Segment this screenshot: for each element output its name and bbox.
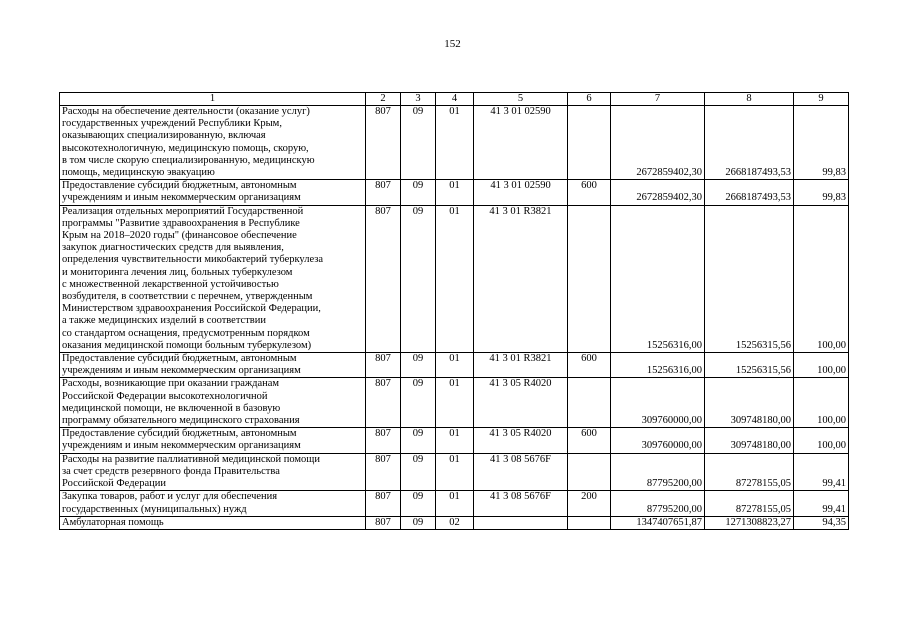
expense-name: Расходы, возникающие при оказании гражданам Российской Федерации высокотехнологичной медицинской помощи, не включенной в базовую программу обязательного медицинского страхования [60,378,366,428]
table-header-row [60,93,849,106]
planned-amount: 309760000,00 [611,428,705,453]
execution-percent: 100,00 [794,428,849,453]
section-code: 09 [401,205,436,352]
table-row [60,180,849,205]
execution-percent: 100,00 [794,353,849,378]
target-article-code: 41 3 05 R4020 [474,428,568,453]
section-code: 09 [401,353,436,378]
executed-amount: 309748180,00 [705,428,794,453]
expense-name: Амбулаторная помощь [60,516,366,529]
subsection-code: 01 [436,353,474,378]
execution-percent: 94,35 [794,516,849,529]
subsection-code: 01 [436,378,474,428]
execution-percent: 99,83 [794,180,849,205]
table-row [60,516,849,529]
subsection-code: 01 [436,491,474,516]
expense-name: Расходы на обеспечение деятельности (оказание услуг) государственных учреждений Республики Крым, оказывающих специализированную, включая высокотехнологичную, медицинскую помощь, скорую, в том числе скорую специализированную, медицинскую помощь, медицинскую эвакуацию [60,106,366,180]
target-article-code: 41 3 01 R3821 [474,353,568,378]
expense-name: Предоставление субсидий бюджетным, автономным учреждениям и иным некоммерческим организациям [60,180,366,205]
column-header: 4 [436,93,474,106]
executed-amount: 87278155,05 [705,453,794,491]
execution-percent: 99,83 [794,106,849,180]
table-row [60,428,849,453]
table-row [60,378,849,428]
expense-name: Предоставление субсидий бюджетным, автономным учреждениям и иным некоммерческим организациям [60,428,366,453]
subsection-code: 01 [436,180,474,205]
expense-type-code: 200 [568,491,611,516]
executed-amount: 87278155,05 [705,491,794,516]
executed-amount: 15256315,56 [705,205,794,352]
subsection-code: 01 [436,428,474,453]
planned-amount: 87795200,00 [611,453,705,491]
executed-amount: 1271308823,27 [705,516,794,529]
subsection-code: 02 [436,516,474,529]
ministry-code: 807 [366,205,401,352]
column-header: 5 [474,93,568,106]
expense-type-code [568,453,611,491]
expense-type-code [568,106,611,180]
subsection-code: 01 [436,106,474,180]
expense-name: Реализация отдельных мероприятий Государственной программы "Развитие здравоохранения в Республике Крым на 2018–2020 годы" (финансовое обеспечение закупок диагностических средств для выявления, определения чувствительности микобактерий туберкулеза и мониторинга лечения лиц, больных туберкулезом с множественной лекарственной устойчивостью возбудителя, в соответствии с перечнем, утвержденным Министерством здравоохранения Российской Федерации, а также медицинских изделий в соответствии со стандартом оснащения, предусмотренным порядком оказания медицинской помощи больным туберкулезом) [60,205,366,352]
ministry-code: 807 [366,180,401,205]
subsection-code: 01 [436,453,474,491]
ministry-code: 807 [366,378,401,428]
planned-amount: 15256316,00 [611,205,705,352]
ministry-code: 807 [366,516,401,529]
section-code: 09 [401,180,436,205]
executed-amount: 2668187493,53 [705,106,794,180]
target-article-code: 41 3 01 R3821 [474,205,568,352]
column-header: 2 [366,93,401,106]
planned-amount: 2672859402,30 [611,106,705,180]
section-code: 09 [401,491,436,516]
table-row [60,353,849,378]
subsection-code: 01 [436,205,474,352]
expense-type-code: 600 [568,353,611,378]
section-code: 09 [401,106,436,180]
planned-amount: 1347407651,87 [611,516,705,529]
planned-amount: 15256316,00 [611,353,705,378]
planned-amount: 87795200,00 [611,491,705,516]
expense-type-code [568,378,611,428]
target-article-code: 41 3 01 02590 [474,106,568,180]
planned-amount: 309760000,00 [611,378,705,428]
executed-amount: 2668187493,53 [705,180,794,205]
expense-name: Предоставление субсидий бюджетным, автономным учреждениям и иным некоммерческим организациям [60,353,366,378]
target-article-code [474,516,568,529]
target-article-code: 41 3 08 5676F [474,491,568,516]
column-header: 7 [611,93,705,106]
expense-type-code: 600 [568,428,611,453]
executed-amount: 309748180,00 [705,378,794,428]
ministry-code: 807 [366,106,401,180]
planned-amount: 2672859402,30 [611,180,705,205]
table-row [60,491,849,516]
executed-amount: 15256315,56 [705,353,794,378]
expense-name: Расходы на развитие паллиативной медицинской помощи за счет средств резервного фонда Правительства Российской Федерации [60,453,366,491]
ministry-code: 807 [366,453,401,491]
column-header: 8 [705,93,794,106]
column-header: 3 [401,93,436,106]
expense-name: Закупка товаров, работ и услуг для обеспечения государственных (муниципальных) нужд [60,491,366,516]
column-header: 1 [60,93,366,106]
page-number: 152 [444,38,461,50]
execution-percent: 99,41 [794,491,849,516]
ministry-code: 807 [366,353,401,378]
target-article-code: 41 3 01 02590 [474,180,568,205]
ministry-code: 807 [366,491,401,516]
section-code: 09 [401,516,436,529]
expense-type-code [568,516,611,529]
column-header: 9 [794,93,849,106]
expense-type-code: 600 [568,180,611,205]
ministry-code: 807 [366,428,401,453]
table-row [60,453,849,491]
column-header: 6 [568,93,611,106]
section-code: 09 [401,378,436,428]
execution-percent: 100,00 [794,205,849,352]
execution-percent: 100,00 [794,378,849,428]
section-code: 09 [401,453,436,491]
table-row [60,205,849,352]
section-code: 09 [401,428,436,453]
target-article-code: 41 3 08 5676F [474,453,568,491]
target-article-code: 41 3 05 R4020 [474,378,568,428]
execution-percent: 99,41 [794,453,849,491]
table-row [60,106,849,180]
budget-table [59,92,849,530]
expense-type-code [568,205,611,352]
